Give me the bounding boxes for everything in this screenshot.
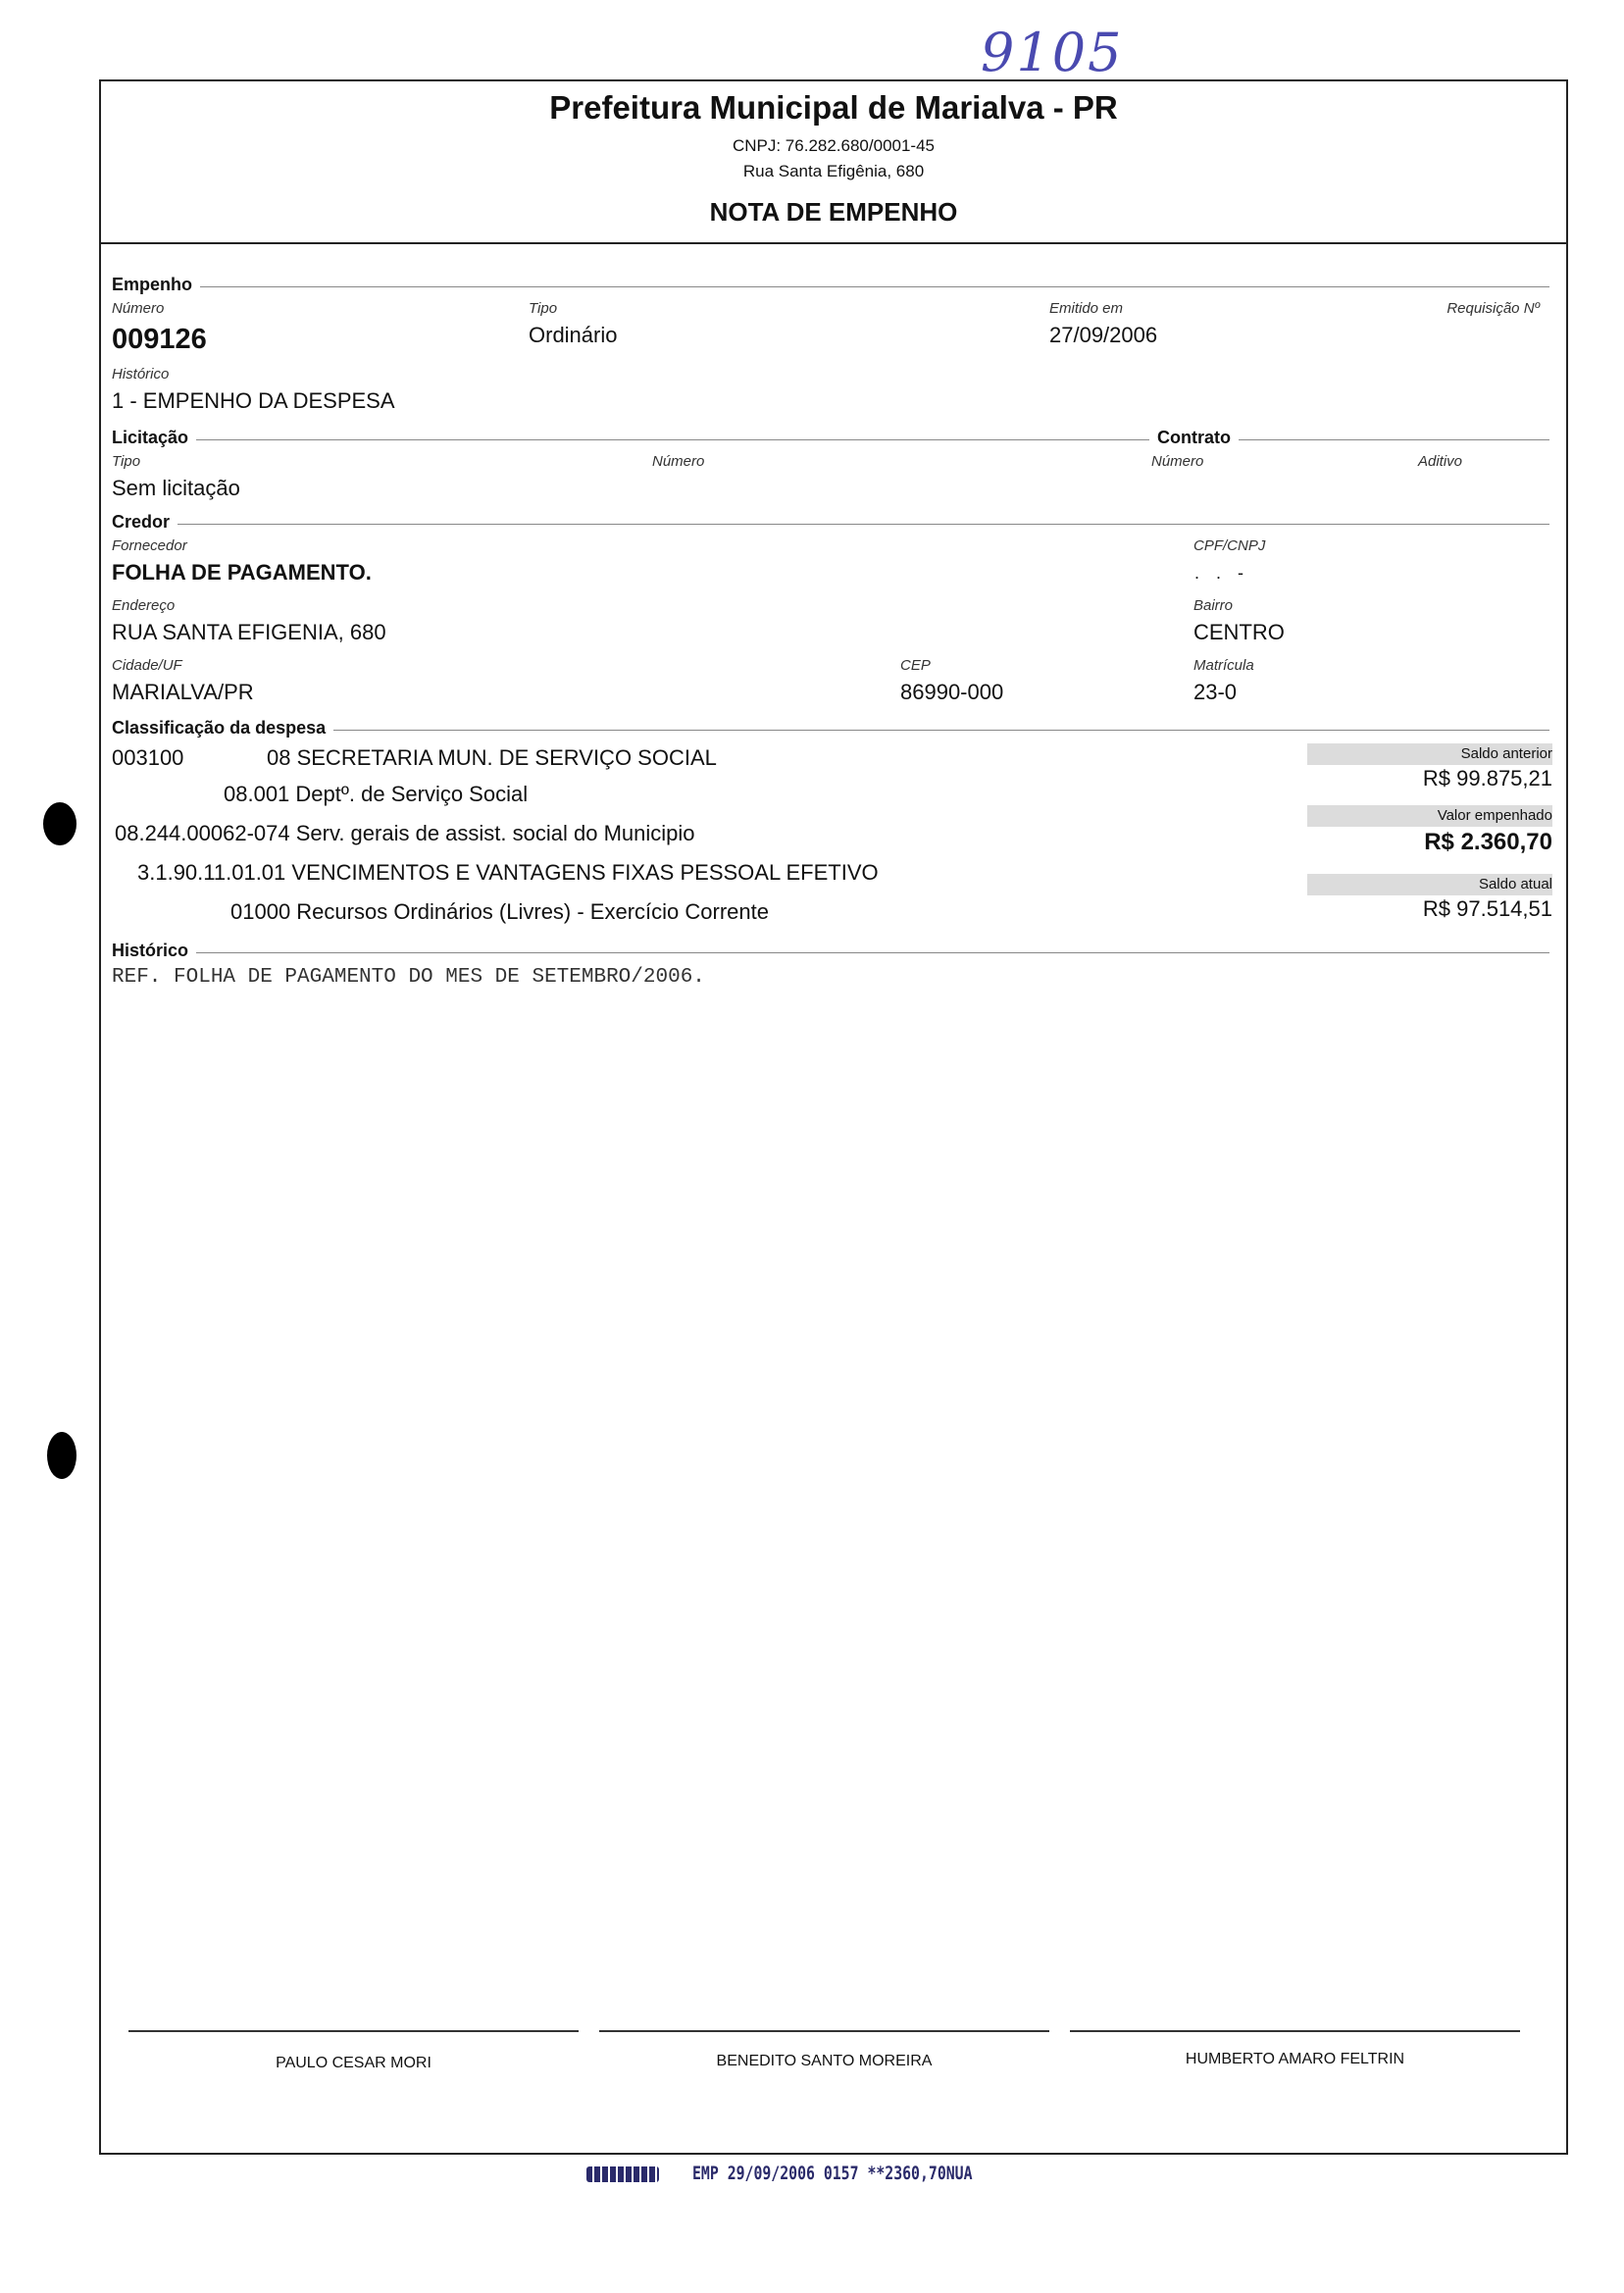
credor-cpf-label: CPF/CNPJ (1193, 537, 1266, 554)
empenho-historico-label: Histórico (112, 366, 170, 382)
credor-endereco: RUA SANTA EFIGENIA, 680 (112, 620, 386, 644)
header (101, 81, 1566, 244)
credor-cep-label: CEP (900, 657, 931, 674)
credor-cep: 86990-000 (900, 680, 1004, 704)
credor-bairro-label: Bairro (1193, 597, 1234, 614)
credor-cpf: . . - (1194, 563, 1249, 583)
licitacao-tipo: Sem licitação (112, 476, 240, 500)
signature-line-1 (128, 2030, 579, 2032)
empenho-requisicao-label: Requisição Nº (1446, 300, 1540, 317)
credor-section-title: Credor (112, 512, 178, 533)
authentication-logo-mark (586, 2166, 659, 2182)
classificacao-linha-orgao: 08 SECRETARIA MUN. DE SERVIÇO SOCIAL (267, 745, 717, 770)
licitacao-rule (113, 439, 1549, 440)
header-cnpj: CNPJ: 76.282.680/0001-45 (732, 136, 936, 155)
contrato-section-title: Contrato (1149, 428, 1239, 448)
empenho-tipo-label: Tipo (529, 300, 558, 317)
signature-name-3: HUMBERTO AMARO FELTRIN (1185, 2051, 1405, 2067)
saldo-anterior-label: Saldo anterior (1460, 745, 1552, 762)
classificacao-linha-recurso: 01000 Recursos Ordinários (Livres) - Exercício Corrente (230, 899, 769, 924)
credor-endereco-label: Endereço (112, 597, 176, 614)
credor-fornecedor-label: Fornecedor (112, 537, 187, 554)
empenho-section-title: Empenho (112, 275, 200, 295)
signature-line-3 (1070, 2030, 1520, 2032)
empenho-rule (113, 286, 1549, 287)
credor-cidade-label: Cidade/UF (112, 657, 182, 674)
saldo-anterior-value: R$ 99.875,21 (1422, 766, 1552, 790)
signature-line-2 (599, 2030, 1049, 2032)
valor-empenhado-label: Valor empenhado (1437, 807, 1552, 824)
licitacao-section-title: Licitação (112, 428, 196, 448)
saldo-atual-label: Saldo atual (1478, 876, 1552, 892)
credor-rule (113, 524, 1549, 525)
credor-matricula: 23-0 (1193, 680, 1238, 704)
empenho-historico: 1 - EMPENHO DA DESPESA (112, 388, 395, 413)
valor-empenhado-value: R$ 2.360,70 (1424, 829, 1552, 855)
classificacao-linha-elemento: 3.1.90.11.01.01 VENCIMENTOS E VANTAGENS FIXAS PESSOAL EFETIVO (137, 860, 879, 885)
empenho-emitido: 27/09/2006 (1049, 323, 1158, 347)
handwritten-page-number: 9105 (981, 22, 1124, 83)
signature-name-2: BENEDITO SANTO MOREIRA (716, 2053, 933, 2069)
credor-bairro: CENTRO (1193, 620, 1285, 644)
saldo-atual-value: R$ 97.514,51 (1422, 896, 1552, 921)
historico-section-title: Histórico (112, 941, 196, 961)
authentication-stamp: EMP 29/09/2006 0157 **2360,70NUA (692, 2163, 973, 2184)
licitacao-tipo-label: Tipo (112, 453, 141, 470)
empenho-numero-label: Número (112, 300, 165, 317)
licitacao-numero-label: Número (652, 453, 705, 470)
empenho-numero: 009126 (112, 324, 207, 355)
binder-hole-top (43, 802, 76, 845)
contrato-aditivo-label: Aditivo (1418, 453, 1463, 470)
credor-matricula-label: Matrícula (1193, 657, 1254, 674)
classificacao-linha-unidade: 08.001 Deptº. de Serviço Social (224, 782, 529, 806)
classificacao-linha-funcional: 08.244.00062-074 Serv. gerais de assist. social do Municipio (115, 821, 695, 845)
document-title: NOTA DE EMPENHO (709, 197, 958, 227)
historico-texto: REF. FOLHA DE PAGAMENTO DO MES DE SETEMBRO/2006. (112, 966, 705, 989)
credor-fornecedor: FOLHA DE PAGAMENTO. (112, 560, 372, 585)
historico-rule (113, 952, 1549, 953)
empenho-emitido-label: Emitido em (1049, 300, 1124, 317)
header-title: Prefeitura Municipal de Marialva - PR (549, 89, 1118, 126)
binder-hole-bottom (47, 1432, 76, 1479)
signature-name-1: PAULO CESAR MORI (276, 2055, 431, 2071)
credor-cidade: MARIALVA/PR (112, 680, 254, 704)
classificacao-section-title: Classificação da despesa (112, 718, 333, 739)
header-address: Rua Santa Efigênia, 680 (742, 162, 925, 180)
contrato-numero-label: Número (1151, 453, 1204, 470)
classificacao-codigo: 003100 (112, 745, 184, 770)
empenho-tipo: Ordinário (529, 323, 618, 347)
